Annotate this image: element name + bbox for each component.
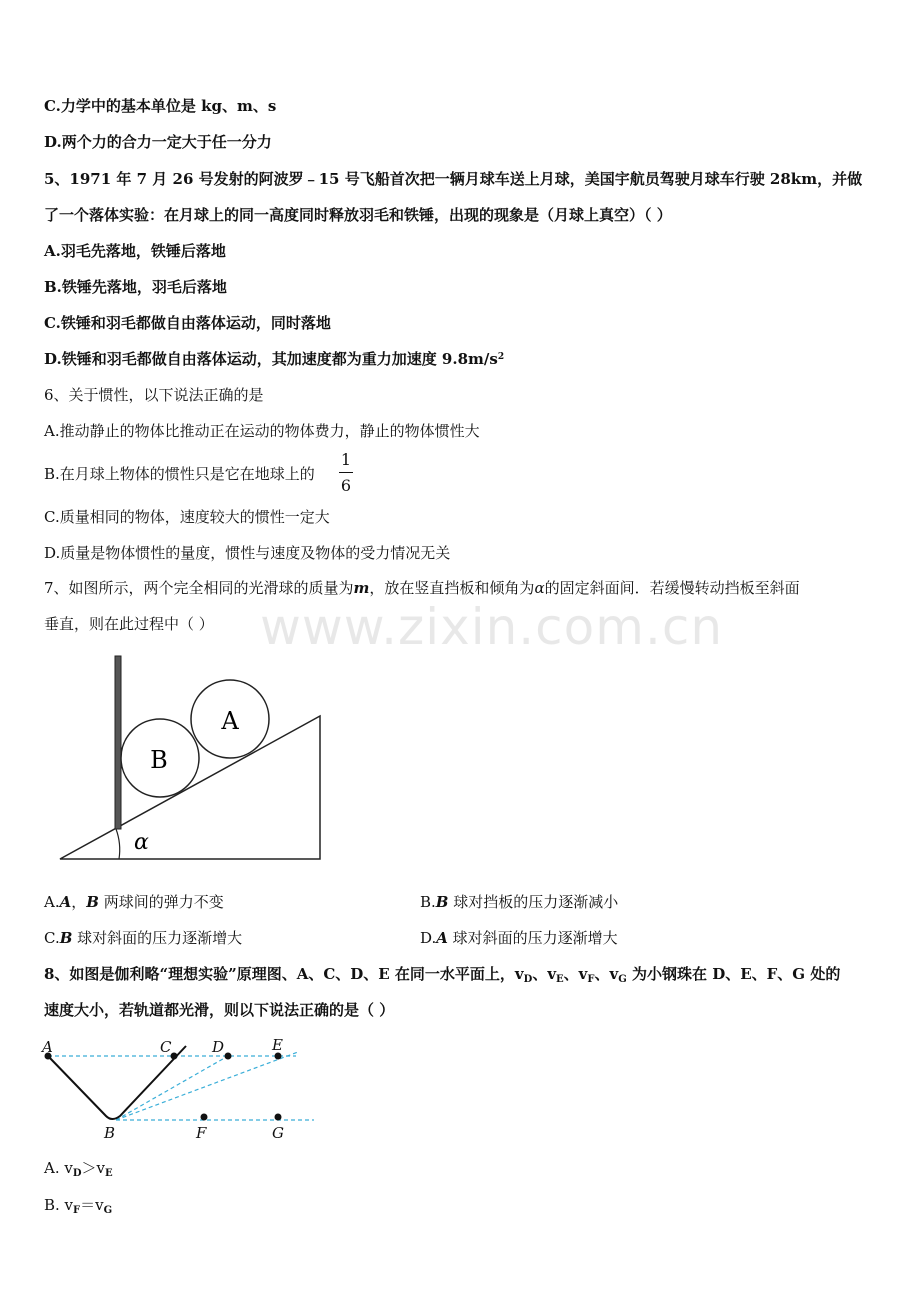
q7-figure: [44, 650, 374, 870]
q7-option-b: B.B 球对挡板的压力逐渐减小: [420, 893, 619, 911]
q8-option-a: A. $v_D>v_E$: [44, 1159, 113, 1179]
q5-option-c: C.铁锤和羽毛都做自由落体运动，同时落地: [44, 314, 331, 332]
watermark: www.zixin.com.cn: [260, 598, 724, 656]
q8-figure: [36, 1034, 326, 1144]
q6-option-c: C.质量相同的物体，速度较大的惯性一定大: [44, 508, 330, 526]
ball-b-label: B: [150, 746, 168, 774]
q8-option-b: B. $v_F=v_G$: [44, 1196, 113, 1216]
point-c: [171, 1053, 178, 1060]
q6-fraction-bar: [339, 472, 353, 473]
label-e: E: [272, 1036, 283, 1054]
label-a: A: [42, 1038, 53, 1056]
q5-stem-line2: 了一个落体实验：在月球上的同一高度同时释放羽毛和铁锤，出现的现象是（月球上真空）（ ）: [44, 206, 672, 224]
q6-stem: 6、关于惯性，以下说法正确的是: [44, 386, 264, 404]
point-g: [275, 1114, 282, 1121]
q5-stem-line1: 5、1971 年 7 月 26 号发射的阿波罗﹣15 号飞船首次把一辆月球车送上月球，美国宇航员驾驶月球车行驶 28km，并做: [44, 170, 863, 188]
label-f: F: [196, 1124, 207, 1142]
q5-option-a: A.羽毛先落地，铁锤后落地: [44, 242, 226, 260]
ball-a-label: A: [221, 707, 239, 735]
q7-option-d: D.A 球对斜面的压力逐渐增大: [420, 929, 618, 947]
point-f: [201, 1114, 208, 1121]
q4-option-d: D.两个力的合力一定大于任一分力: [44, 133, 272, 151]
q7-stem-line1: 7、如图所示，两个完全相同的光滑球的质量为m，放在竖直挡板和倾角为α的固定斜面间．若缓慢转动挡板至斜面: [44, 579, 800, 597]
label-d: D: [212, 1038, 225, 1056]
q6-option-a: A.推动静止的物体比推动正在运动的物体费力，静止的物体惯性大: [44, 422, 480, 440]
q4-option-c: C.力学中的基本单位是 kg、m、s: [44, 97, 277, 115]
q8-stem-line2: 速度大小，若轨道都光滑，则以下说法正确的是（ ）: [44, 1001, 395, 1019]
slope-to-d: [116, 1056, 228, 1120]
q7-option-c: C.B 球对斜面的压力逐渐增大: [44, 929, 243, 947]
q7-option-a: A.A，B 两球间的弹力不变: [44, 893, 224, 911]
q5-option-b: B.铁锤先落地，羽毛后落地: [44, 278, 227, 296]
label-g: G: [272, 1124, 284, 1142]
q6-fraction-numerator: 1: [340, 450, 352, 469]
vertical-baffle: [115, 656, 121, 829]
incline: [60, 716, 320, 859]
angle-arc: [116, 829, 120, 859]
q5-option-d: D.铁锤和羽毛都做自由落体运动，其加速度都为重力加速度 $9.8m/s^2$: [44, 350, 505, 368]
q8-stem-line1: 8、如图是伽利略“理想实验”原理图、A、C、D、E 在同一水平面上，$v_D$、$v_E$、$v_F$、$v_G$ 为小钢珠在 D、E、F、G 处的: [44, 965, 841, 985]
label-c: C: [160, 1038, 172, 1056]
q6-fraction-denominator: 6: [340, 476, 352, 495]
q6-option-b: B.在月球上物体的惯性只是它在地球上的: [44, 465, 315, 483]
angle-alpha-label: α: [134, 830, 149, 855]
v-track: [48, 1046, 186, 1119]
label-b: B: [104, 1124, 116, 1142]
q7-stem-line2: 垂直，则在此过程中（ ）: [44, 615, 214, 633]
q6-option-d: D.质量是物体惯性的量度，惯性与速度及物体的受力情况无关: [44, 544, 451, 562]
point-d: [225, 1053, 232, 1060]
slope-to-e: [116, 1052, 298, 1120]
